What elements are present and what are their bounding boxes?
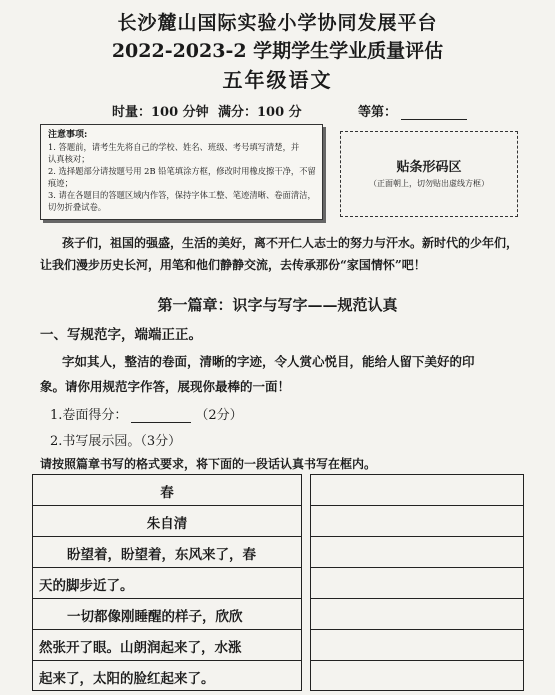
notice-line: 痕迹； [48,178,73,188]
answer-writing-grid[interactable] [310,474,524,691]
writing-row[interactable] [311,506,523,537]
barcode-area [340,131,518,217]
writing-instruction: 请按照篇章书写的格式要求，将下面的一段话认真书写在框内。 [40,457,377,471]
full-score: 满分：100 分 [218,105,302,120]
passage-author: 朱自清 [146,516,188,532]
grade-field [358,101,467,120]
section-heading: 一、写规范字，端端正正。 [40,327,202,343]
grid-row [33,475,301,506]
subject-title: 五年级语文 [222,68,333,92]
grid-row [33,661,301,692]
item-neatness-score [50,404,243,423]
passage-line: 盼望着，盼望着，东风来了，春 [67,547,256,563]
barcode-title: 贴条形码区 [396,160,462,175]
writing-row[interactable] [311,568,523,599]
section-paragraph: 字如其人，整洁的卷面，清晰的字迹，令人赏心悦目，能给人留下美好的印 [62,354,475,369]
notice-line: 切勿折叠试卷。 [48,202,107,212]
item-label: 1.卷面得分： [50,408,128,423]
term-title: 2022-2023-2 学期学生学业质量评估 [111,40,444,62]
passage-line: 天的脚步近了。 [39,578,134,594]
passage-line: 然张开了眼。山朗润起来了，水涨 [39,640,242,656]
passage-title: 春 [160,485,174,501]
notice-line: 认真核对； [48,154,90,164]
passage-line: 一切都像刚睡醒的样子，欣欣 [67,609,243,625]
notice-box [40,124,323,220]
writing-row[interactable] [311,630,523,661]
writing-row[interactable] [311,661,523,692]
chapter-title: 第一篇章：识字与写字——规范认真 [157,296,398,314]
writing-row[interactable] [311,475,523,506]
grade-label: 等第： [358,105,398,120]
writing-row[interactable] [311,537,523,568]
school-title: 长沙麓山国际实验小学协同发展平台 [117,12,438,34]
grid-row [33,568,301,599]
grade-blank[interactable] [401,105,467,120]
notice-title: 注意事项: [48,130,88,140]
intro-line: 让我们漫步历史长河，用笔和他们静静交流，去传承那份“家国情怀”吧！ [40,258,426,272]
model-text-grid [32,474,302,691]
score-blank[interactable] [131,410,191,423]
item-points: （2分） [195,408,243,423]
writing-row[interactable] [311,599,523,630]
intro-line: 孩子们，祖国的强盛，生活的美好，离不开仁人志士的努力与汗水。新时代的少年们， [62,236,519,250]
notice-line: 3. 请在各题目的答题区域内作答，保持字体工整、笔迹清晰、卷面清洁， [48,190,316,200]
section-paragraph: 象。请你用规范字作答，展现你最棒的一面！ [40,379,291,394]
passage-line: 起来了，太阳的脸红起来了。 [39,671,215,687]
grid-row [33,630,301,661]
grid-row [33,599,301,630]
time-limit: 时量：100 分钟 [112,105,209,120]
item-writing-show: 2.书写展示园。（3分） [50,434,182,449]
grid-row [33,506,301,537]
notice-line: 1. 答题前，请考生先将自己的学校、姓名、班级、考号填写清楚，并 [48,142,300,152]
notice-line: 2. 选择题部分请按题号用 2B 铅笔填涂方框，修改时用橡皮擦干净，不留 [48,166,316,176]
barcode-hint: （正面朝上，切勿贴出虚线方框） [369,179,489,188]
grid-row [33,537,301,568]
